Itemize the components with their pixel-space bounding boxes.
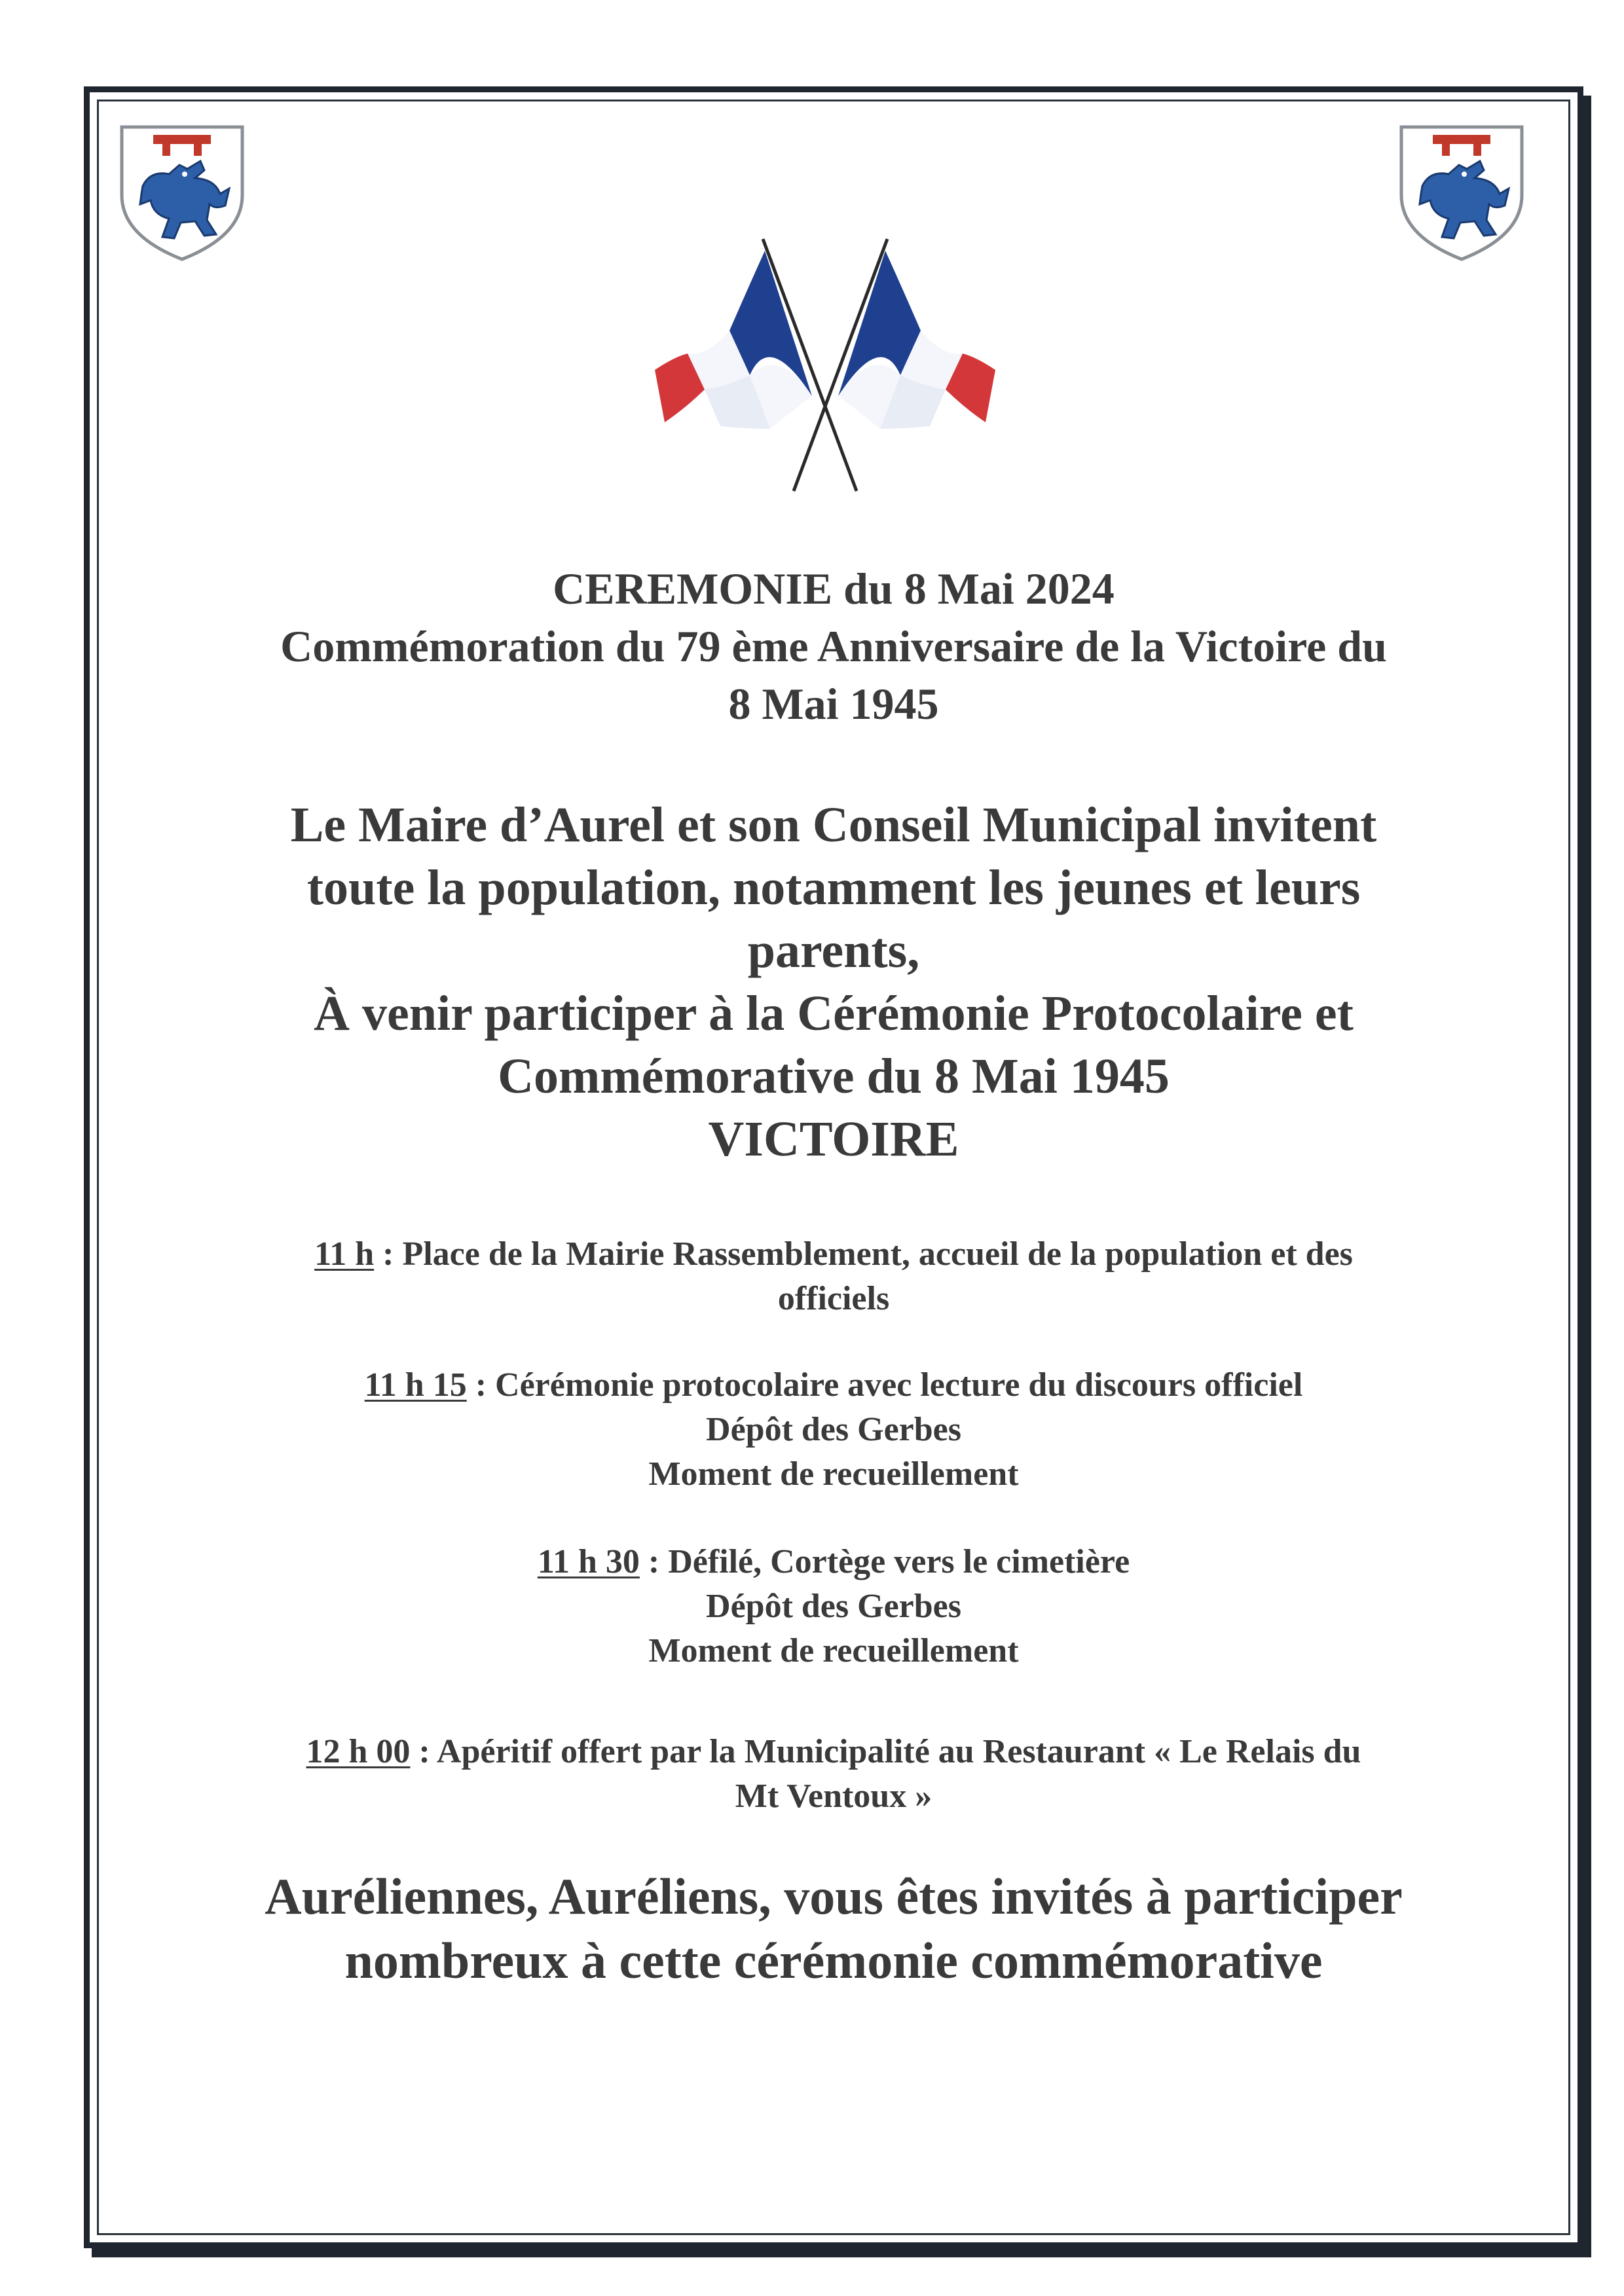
schedule-line [97,1363,1570,1408]
schedule-line [97,1232,1570,1277]
coat-of-arms-left-icon [117,123,248,263]
schedule-line [97,1540,1570,1584]
title-line: CEREMONIE du 8 Mai 2024 [553,564,1115,613]
schedule-line: Mt Ventoux » [735,1777,932,1815]
invitation-line: À venir participer à la Cérémonie Protocolaire et [314,986,1354,1041]
schedule-line: Dépôt des Gerbes [706,1588,961,1625]
schedule-item [97,1232,1570,1321]
schedule-line: Moment de recueillement [648,1455,1019,1493]
schedule-item [97,1730,1570,1819]
schedule-line [97,1730,1570,1774]
invitation-line: Le Maire d’Aurel et son Conseil Municipal invitent [290,797,1377,852]
invitation-line: VICTOIRE [708,1112,959,1167]
schedule-text: : Place de la Mairie Rassemblement, accueil de la population et des [374,1235,1353,1273]
schedule-time: 12 h 00 [306,1733,411,1770]
title-line: Commémoration du 79 ème Anniversaire de la Victoire du [280,621,1387,671]
title-line: 8 Mai 1945 [728,679,939,729]
invitation-line: Commémorative du 8 Mai 1945 [498,1049,1170,1104]
invitation-paragraph [97,793,1570,1171]
schedule-item [97,1540,1570,1673]
closing-line: nombreux à cette cérémonie commémorative [344,1932,1323,1989]
invitation-line: parents, [747,923,920,978]
coat-of-arms-right-icon [1396,123,1527,263]
schedule-line: Dépôt des Gerbes [706,1411,961,1448]
schedule-time: 11 h [314,1235,375,1273]
schedule-line: officiels [777,1280,890,1317]
schedule-text: : Apéritif offert par la Municipalité au Restaurant « Le Relais du [410,1733,1361,1770]
closing-line: Auréliennes, Auréliens, vous êtes invités à participer [265,1868,1403,1925]
schedule-time: 11 h 30 [537,1543,640,1580]
schedule-time: 11 h 15 [364,1366,467,1404]
schedule-text: : Cérémonie protocolaire avec lecture du discours officiel [466,1366,1303,1404]
schedule-item [97,1363,1570,1497]
schedule-text: : Défilé, Cortège vers le cimetière [639,1543,1130,1580]
crossed-french-flags-icon [648,232,1002,494]
schedule-line: Moment de recueillement [648,1632,1019,1669]
ceremony-title [97,560,1570,733]
invitation-line: toute la population, notamment les jeunes et leurs [306,860,1361,915]
closing-call [97,1865,1570,1993]
